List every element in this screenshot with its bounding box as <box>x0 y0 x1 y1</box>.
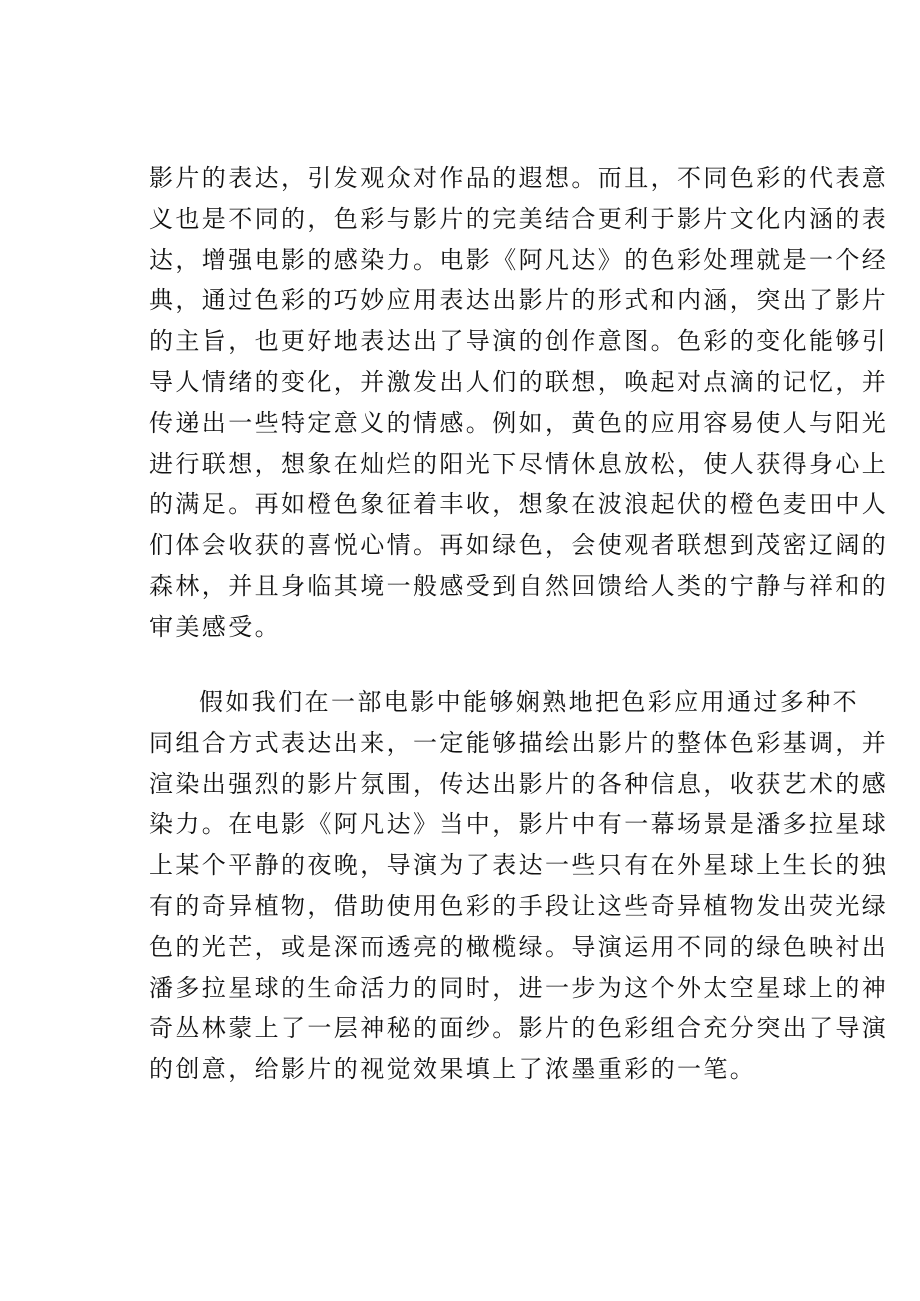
paragraph-line: 的主旨，也更好地表达出了导演的创作意图。色彩的变化能够引 <box>149 327 889 356</box>
paragraph-line: 色的光芒，或是深而透亮的橄榄绿。导演运用不同的绿色映衬出 <box>149 932 889 961</box>
paragraph-line: 森林，并且身临其境一般感受到自然回馈给人类的宁静与祥和的 <box>149 571 889 600</box>
paragraph-2 <box>149 682 889 1090</box>
paragraph-line: 传递出一些特定意义的情感。例如，黄色的应用容易使人与阳光 <box>149 408 889 437</box>
paragraph-line: 导人情绪的变化，并激发出人们的联想，唤起对点滴的记忆，并 <box>149 367 889 396</box>
paragraph-line: 同组合方式表达出来，一定能够描绘出影片的整体色彩基调，并 <box>149 728 889 757</box>
paragraph-line: 的创意，给影片的视觉效果填上了浓墨重彩的一笔。 <box>149 1055 757 1084</box>
paragraph-line: 典，通过色彩的巧妙应用表达出影片的形式和内涵，突出了影片 <box>149 286 889 315</box>
paragraph-line: 义也是不同的，色彩与影片的完美结合更利于影片文化内涵的表 <box>149 204 889 233</box>
paragraph-line: 进行联想，想象在灿烂的阳光下尽情休息放松，使人获得身心上 <box>149 449 889 478</box>
paragraph-line: 审美感受。 <box>149 612 281 641</box>
paragraph-line: 影片的表达，引发观众对作品的遐想。而且，不同色彩的代表意 <box>149 164 889 192</box>
paragraph-line: 渲染出强烈的影片氛围，传达出影片的各种信息，收获艺术的感 <box>149 769 889 798</box>
paragraph-line: 奇丛林蒙上了一层神秘的面纱。影片的色彩组合充分突出了导演 <box>149 1014 889 1043</box>
paragraph-line: 有的奇异植物，借助使用色彩的手段让这些奇异植物发出荧光绿 <box>149 891 889 920</box>
paragraph-line: 假如我们在一部电影中能够娴熟地把色彩应用通过多种不 <box>199 688 859 716</box>
paragraph-line: 潘多拉星球的生命活力的同时，进一步为这个外太空星球上的神 <box>149 973 889 1002</box>
paragraph-line: 的满足。再如橙色象征着丰收，想象在波浪起伏的橙色麦田中人 <box>149 490 889 519</box>
paragraph-line: 上某个平静的夜晚，导演为了表达一些只有在外星球上生长的独 <box>149 851 889 880</box>
paragraph-line: 达，增强电影的感染力。电影《阿凡达》的色彩处理就是一个经 <box>149 245 889 274</box>
paragraph-1 <box>149 158 889 648</box>
paragraph-line: 染力。在电影《阿凡达》当中，影片中有一幕场景是潘多拉星球 <box>149 810 889 839</box>
paragraph-line: 们体会收获的喜悦心情。再如绿色，会使观者联想到茂密辽阔的 <box>149 531 889 560</box>
